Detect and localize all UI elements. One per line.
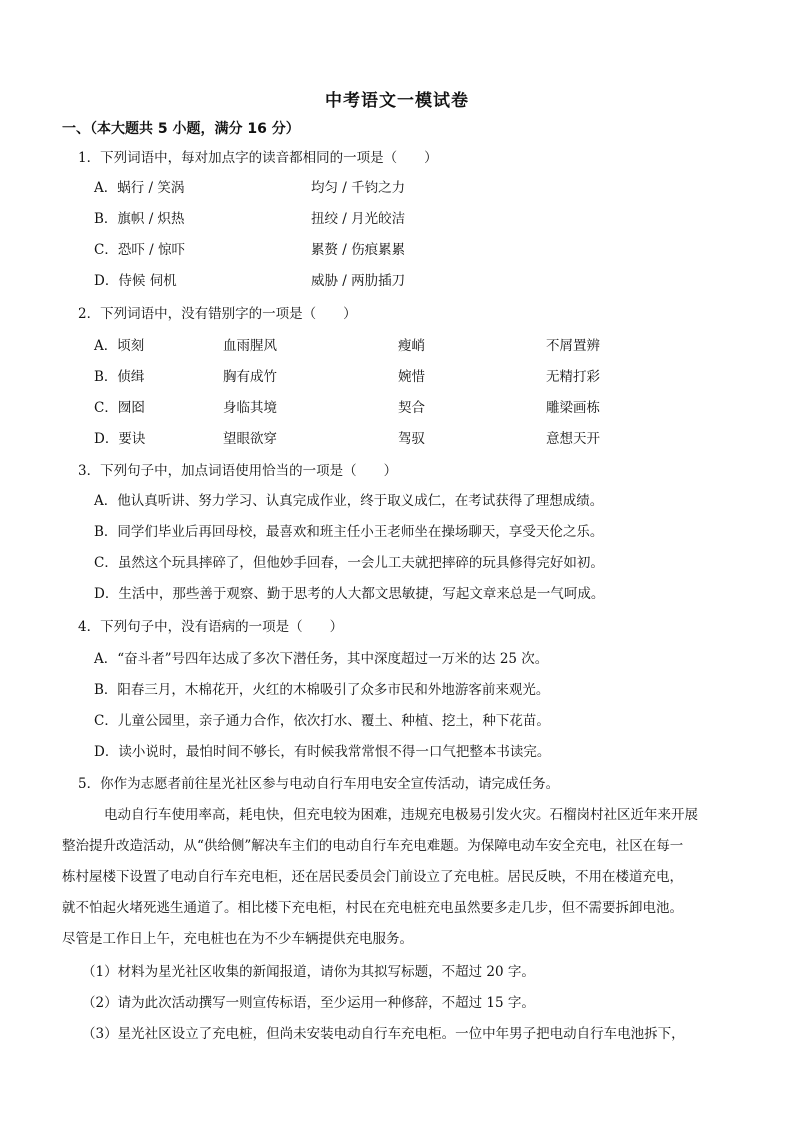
q4-stem: 4．下列句子中，没有语病的一项是（ ） bbox=[78, 619, 344, 635]
q5-material-line-5: 尽管是工作日上午，充电桩也在为不少车辆提供充电服务。 bbox=[62, 931, 413, 947]
q5-task-1: （1）材料为星光社区收集的新闻报道，请你为其拟写标题，不超过 20 字。 bbox=[82, 964, 535, 980]
q5-material-line-1: 电动自行车使用率高，耗电快，但充电较为困难，违规充电极易引发火灾。石榴岗村社区近年来开展 bbox=[104, 807, 698, 823]
q2-option-b-1: B．侦缉 bbox=[94, 369, 145, 385]
q2-option-a-1: A．顷刻 bbox=[94, 338, 145, 354]
q5-material-line-4: 就不怕起火堵死逃生通道了。相比楼下充电柜，村民在充电桩充电虽然要多走几步，但不需要拆卸电池。 bbox=[62, 900, 683, 916]
q5-stem: 5．你作为志愿者前往星光社区参与电动自行车用电安全宣传活动，请完成任务。 bbox=[78, 776, 560, 792]
q5-material-line-3: 栋村屋楼下设置了电动自行车充电柜，还在居民委员会门前设立了充电桩。居民反映，不用在楼道充电， bbox=[62, 869, 683, 885]
q2-option-a-2: 血雨腥风 bbox=[223, 338, 277, 354]
q5-task-2: （2）请为此次活动撰写一则宣传标语，至少运用一种修辞，不超过 15 字。 bbox=[82, 995, 535, 1011]
q1-option-c-right: 累赘 / 伤痕累累 bbox=[311, 242, 406, 258]
q2-stem: 2．下列词语中，没有错别字的一项是（ ） bbox=[78, 306, 357, 322]
q3-stem: 3．下列句子中，加点词语使用恰当的一项是（ ） bbox=[78, 463, 398, 479]
q2-option-b-4: 无精打彩 bbox=[546, 369, 600, 385]
q4-option-c: C．儿童公园里，亲子通力合作，依次打水、覆土、种植、挖土，种下花苗。 bbox=[94, 713, 550, 729]
q2-option-c-2: 身临其境 bbox=[223, 400, 277, 416]
q2-option-a-3: 瘦峭 bbox=[398, 338, 425, 354]
q5-task-3: （3）星光社区设立了充电桩，但尚未安装电动自行车充电柜。一位中年男子把电动自行车电池拆下， bbox=[82, 1026, 685, 1042]
q2-option-c-3: 契合 bbox=[398, 400, 425, 416]
q5-material-line-2: 整治提升改造活动，从“供给侧”解决车主们的电动自行车充电难题。为保障电动车安全充电，社区在每一 bbox=[62, 838, 684, 854]
q2-option-d-4: 意想天开 bbox=[546, 431, 600, 447]
q3-option-b: B．同学们毕业后再回母校，最喜欢和班主任小王老师坐在操场聊天，享受天伦之乐。 bbox=[94, 524, 604, 540]
section-heading: 一、（本大题共 5 小题，满分 16 分） bbox=[62, 121, 300, 137]
q1-option-b-left: B．旗帜 / 炽热 bbox=[94, 211, 185, 227]
q2-option-c-1: C．囫囵 bbox=[94, 400, 145, 416]
q1-option-d-right: 威胁 / 两肋插刀 bbox=[311, 273, 406, 289]
q3-option-d: D．生活中，那些善于观察、勤于思考的人大都文思敏捷，写起文章来总是一气呵成。 bbox=[94, 586, 605, 602]
q1-option-c-left: C．恐吓 / 惊吓 bbox=[94, 242, 185, 258]
q2-option-b-2: 胸有成竹 bbox=[223, 369, 277, 385]
q3-option-a: A．他认真听讲、努力学习、认真完成作业，终于取义成仁，在考试获得了理想成绩。 bbox=[94, 493, 604, 509]
q2-option-c-4: 雕梁画栋 bbox=[546, 400, 600, 416]
q1-stem: 1．下列词语中，每对加点字的读音都相同的一项是（ ） bbox=[78, 150, 438, 166]
q2-option-d-1: D．要诀 bbox=[94, 431, 146, 447]
q2-option-d-2: 望眼欲穿 bbox=[223, 431, 277, 447]
q4-option-a: A．“奋斗者”号四年达成了多次下潜任务，其中深度超过一万米的达 25 次。 bbox=[94, 651, 549, 667]
page-title: 中考语文一模试卷 bbox=[325, 91, 469, 111]
q4-option-d: D．读小说时，最怕时间不够长，有时候我常常恨不得一口气把整本书读完。 bbox=[94, 744, 551, 760]
q3-option-c: C．虽然这个玩具摔碎了，但他妙手回春，一会儿工夫就把摔碎的玩具修得完好如初。 bbox=[94, 555, 604, 571]
q4-option-b: B．阳春三月，木棉花开，火红的木棉吸引了众多市民和外地游客前来观光。 bbox=[94, 682, 550, 698]
q1-option-b-right: 扭绞 / 月光皎洁 bbox=[311, 211, 406, 227]
q2-option-b-3: 婉惜 bbox=[398, 369, 425, 385]
q2-option-d-3: 驾驭 bbox=[398, 431, 425, 447]
q2-option-a-4: 不屑置辨 bbox=[546, 338, 600, 354]
q1-option-a-left: A．蜗行 / 笑涡 bbox=[94, 180, 185, 196]
q1-option-d-left: D．侍候 伺机 bbox=[94, 273, 177, 289]
q1-option-a-right: 均匀 / 千钧之力 bbox=[311, 180, 406, 196]
